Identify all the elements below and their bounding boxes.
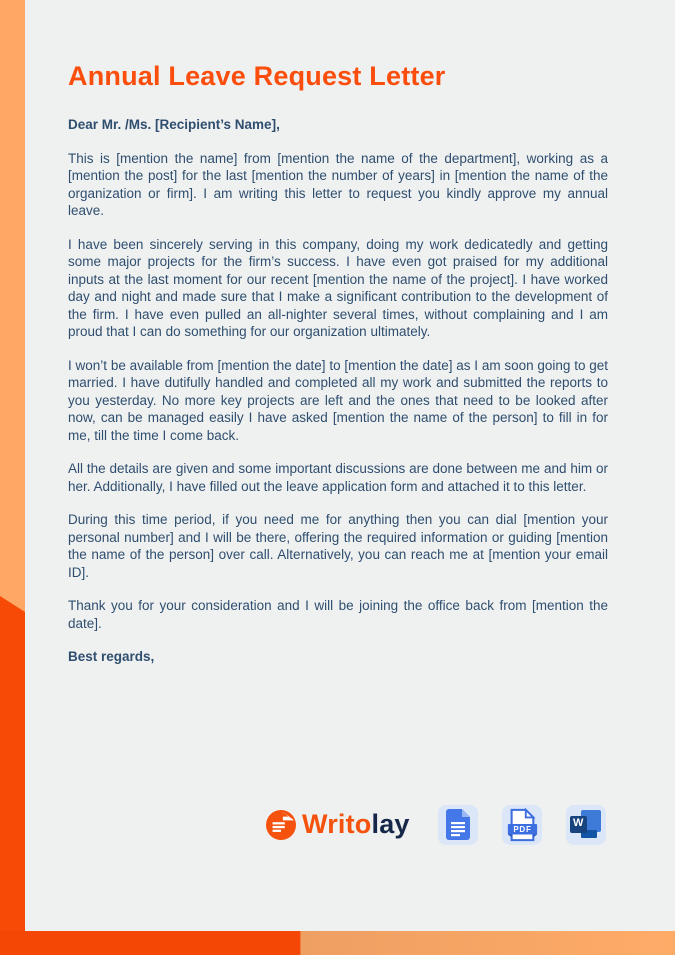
pdf-download-button[interactable] (502, 805, 542, 845)
word-label: W (572, 817, 584, 830)
letter-paragraph: All the details are given and some important discussions are done between me and him or her. Additionally, I have filled out the leave application form and attached it to this letter. (68, 461, 608, 494)
page-title: Annual Leave Request Letter (68, 61, 446, 91)
letter-paragraph: This is [mention the name] from [mention the name of the department], working as a [mention the post] for the last [mention the number of years] in [mention the name of the organization or firm]. I am writing this letter to request you kindly approve my annual leave. (68, 150, 608, 218)
bottom-accent-bar (0, 931, 675, 955)
letter-body (68, 0, 608, 846)
google-docs-icon (446, 809, 470, 840)
letter-paragraph: During this time period, if you need me for anything then you can dial [mention your personal number] and I will be there, offering the required information or guiding [mention the name of the person] over call. Alternatively, you can reach me at [mention your email ID]. (68, 512, 608, 580)
wordmark-primary: Writo (302, 808, 372, 839)
google-docs-button[interactable] (438, 805, 478, 845)
word-icon-w-tile (570, 816, 587, 833)
left-accent-stripe-top (0, 0, 25, 612)
letter-closing: Best regards, (68, 649, 155, 664)
letter-greeting: Dear Mr. /Ms. [Recipient’s Name], (68, 117, 280, 132)
footer (68, 804, 608, 846)
letter-paragraph: Thank you for your consideration and I will be joining the office back from [mention the date]. (68, 598, 608, 631)
word-file-icon (569, 809, 603, 841)
writolay-logo[interactable] (266, 810, 410, 840)
download-format-icons (438, 805, 606, 845)
writolay-wordmark (302, 808, 410, 839)
pdf-label: PDF (512, 824, 532, 834)
pdf-file-icon (505, 808, 539, 842)
letter-paragraph: I have been sincerely serving in this company, doing my work dedicatedly and getting some major projects for the firm’s success. I have even got praised for my additional inputs at the last moment for our recent [mention the name of the project]. I have worked day and night and made sure that I make a significant contribution to the development of the firm. I have even pulled an all-nighter several times, without complaining and I am proud that I can do something for our organization ultimately. (68, 236, 608, 339)
left-accent-stripe (0, 0, 25, 955)
wordmark-secondary: lay (371, 808, 410, 839)
letter-paragraph: I won’t be available from [mention the date] to [mention the date] as I am soon going to get married. I have dutifully handled and completed all my work and submitted the reports to you yesterday. No more key projects are left and the ones that need to be looked after now, can be managed easily I have asked [mention the name of the person] to fill in for me, till the time I come back. (68, 357, 608, 443)
writolay-document-circle-icon (266, 810, 296, 840)
word-download-button[interactable] (566, 805, 606, 845)
